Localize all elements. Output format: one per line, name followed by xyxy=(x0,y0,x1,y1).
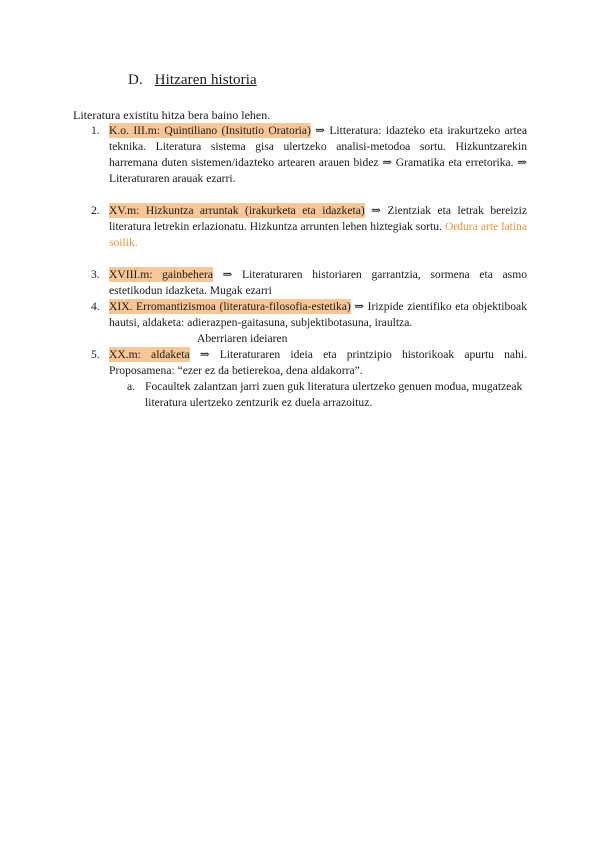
list-marker: 3. xyxy=(91,268,100,281)
list-marker: 1. xyxy=(91,124,100,137)
sub-item-text: Focaultek zalantzan jarri zuen guk literatura ulertzeko genuen modua, mugatzeak literatura ulertzeko zentzurik ez duela arrazoituz. xyxy=(145,380,523,409)
intro-paragraph: Literatura existitu hitza bera baino lehen. xyxy=(73,108,271,122)
list-item xyxy=(91,347,527,379)
highlighted-term: XV.m: Hizkuntza arruntak (irakurketa eta idazketa) xyxy=(109,204,365,217)
item-text: ⇒ Literaturaren ideia eta printzipio historikoak apurtu nahi. Proposamena: “ezer ez da betierekoa, dena aldakorra”. xyxy=(109,348,527,377)
list-item xyxy=(91,267,528,299)
item-text: ⇒ Zientziak eta letrak bereiziz literatura letrekin erlazionatu. Hizkuntza arrunten lehen hiztegiak sortu. xyxy=(109,204,528,233)
list-marker: 5. xyxy=(91,348,100,361)
sub-list-item xyxy=(127,379,527,411)
item-text: ⇒ Irizpide zientifiko eta objektiboak hautsi, aldaketa: adierazpen-gaitasuna, subjektibotasuna, iraultza. xyxy=(109,300,527,329)
sub-list-marker: a. xyxy=(127,380,136,393)
section-heading xyxy=(128,72,257,89)
list-marker: 2. xyxy=(91,204,100,217)
highlighted-term: XX.m: aldaketa xyxy=(109,348,190,361)
highlighted-term: XVIII.m: gainbehera xyxy=(109,268,213,281)
list-item xyxy=(91,123,527,187)
list-item xyxy=(91,203,528,251)
item-continuation: Aberriaren ideiaren xyxy=(197,332,288,345)
highlighted-term: XIX. Erromantizismoa (literatura-filosofia-estetika) xyxy=(109,300,351,313)
section-title: Hitzaren historia xyxy=(154,72,257,88)
highlighted-term: K.o. III.m: Quintiliano (Insitutio Oratoria) xyxy=(109,124,311,137)
item-text: ⇒ Litteratura: idazteko eta irakurtzeko artea teknika. Literatura sistema gisa ulertzeko analisi-metodoa sortu. Hizkuntzarekin harremana duten sistemen/idazteko artearen arauen bidez ⇒ Gramatika eta erretorika. ⇒ Literaturaren arauak ezarri. xyxy=(109,124,527,185)
list-item xyxy=(91,299,527,347)
section-number: D. xyxy=(128,72,143,88)
item-text: ⇒ Literaturaren historiaren garrantzia, sormena eta asmo estetikodun idazketa. Mugak ezarri xyxy=(109,268,528,297)
orange-note: Ordura arte latina soilik. xyxy=(109,220,527,249)
list-marker: 4. xyxy=(91,300,100,313)
